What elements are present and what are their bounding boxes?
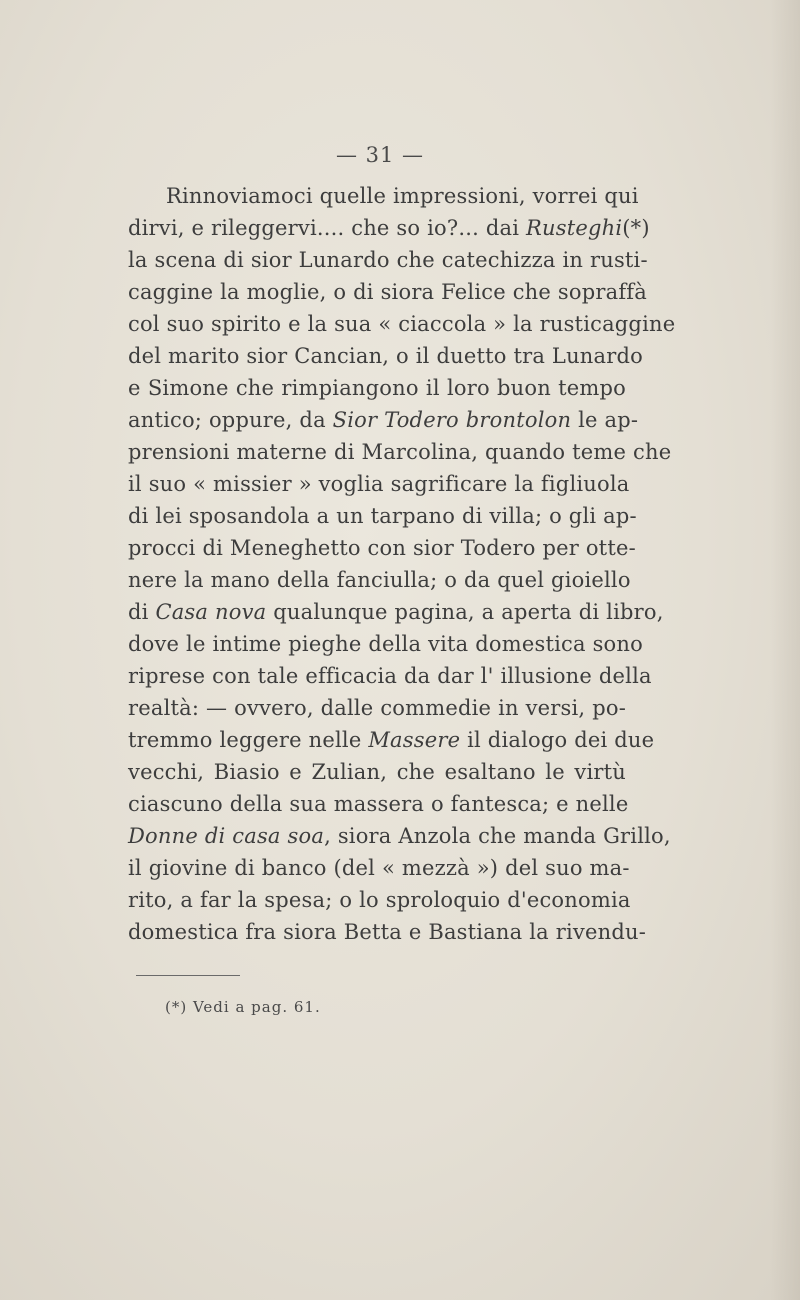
text-line (128, 628, 643, 660)
text-run: procci di Meneghetto con sior Todero per otte- (128, 536, 636, 560)
text-run: Rinnoviamoci quelle impressioni, vorrei qui (166, 184, 639, 208)
text-line (128, 564, 631, 596)
text-line (128, 852, 630, 884)
body-paragraph (128, 180, 676, 948)
text-line (128, 180, 639, 212)
footnote-divider (136, 975, 240, 976)
text-line (128, 372, 626, 404)
text-run: dove le intime pieghe della vita domestica sono (128, 632, 643, 656)
text-line (128, 596, 664, 628)
text-line (128, 916, 646, 948)
text-run: col suo spirito e la sua « ciaccola » la rusticaggine (128, 312, 676, 336)
text-line (128, 500, 637, 532)
text-line (128, 276, 647, 308)
text-run: Sior Todero brontolon (332, 408, 572, 432)
page-edge-shadow (770, 0, 800, 1300)
text-line (128, 404, 639, 436)
text-run: Rusteghi (526, 216, 623, 240)
text-run: , siora Anzola che manda Grillo, (324, 824, 671, 848)
text-line (128, 724, 655, 756)
text-line (128, 660, 652, 692)
text-run: rito, a far la spesa; o lo sproloquio d'economia (128, 888, 631, 912)
text-run: nere la mano della fanciulla; o da quel gioiello (128, 568, 631, 592)
text-line (128, 692, 626, 724)
text-run: di lei sposandola a un tarpano di villa; o gli ap- (128, 504, 637, 528)
text-run: domestica fra siora Betta e Bastiana la rivendu- (128, 920, 646, 944)
text-line (128, 884, 631, 916)
text-run: Massere (368, 728, 461, 752)
text-run: antico; oppure, da (128, 408, 333, 432)
text-line (128, 788, 629, 820)
text-run: tremmo leggere nelle (128, 728, 369, 752)
text-run: le ap- (571, 408, 639, 432)
text-run: il dialogo dei due (460, 728, 655, 752)
text-run: dirvi, e rileggervi.... che so io?... dai (128, 216, 526, 240)
text-run: vecchi, Biasio e Zulian, che esaltano le virtù (128, 760, 626, 784)
text-line (128, 212, 650, 244)
text-run: il giovine di banco (del « mezzà ») del suo ma- (128, 856, 630, 880)
text-line (128, 532, 636, 564)
page-number: — 31 — (335, 143, 425, 167)
text-line (128, 820, 671, 852)
text-run: prensioni materne di Marcolina, quando teme che (128, 440, 672, 464)
text-run: del marito sior Cancian, o il duetto tra Lunardo (128, 344, 643, 368)
text-run: realtà: — ovvero, dalle commedie in versi, po- (128, 696, 626, 720)
text-run: caggine la moglie, o di siora Felice che sopraffà (128, 280, 647, 304)
text-line (128, 244, 648, 276)
footnote: (*) Vedi a pag. 61. (165, 998, 321, 1016)
text-run: la scena di sior Lunardo che catechizza in rusti- (128, 248, 648, 272)
text-line (128, 468, 630, 500)
text-run: Casa nova (155, 600, 267, 624)
text-run: di (128, 600, 156, 624)
text-run: il suo « missier » voglia sagrificare la figliuola (128, 472, 630, 496)
text-run: qualunque pagina, a aperta di libro, (266, 600, 664, 624)
text-line (128, 308, 676, 340)
text-run: ciascuno della sua massera o fantesca; e nelle (128, 792, 629, 816)
text-run: riprese con tale efficacia da dar l' illusione della (128, 664, 652, 688)
text-run: Donne di casa soa (128, 824, 325, 848)
text-line (128, 756, 626, 788)
text-line (128, 436, 672, 468)
text-line (128, 340, 643, 372)
text-run: (*) (622, 216, 650, 240)
text-run: e Simone che rimpiangono il loro buon tempo (128, 376, 626, 400)
